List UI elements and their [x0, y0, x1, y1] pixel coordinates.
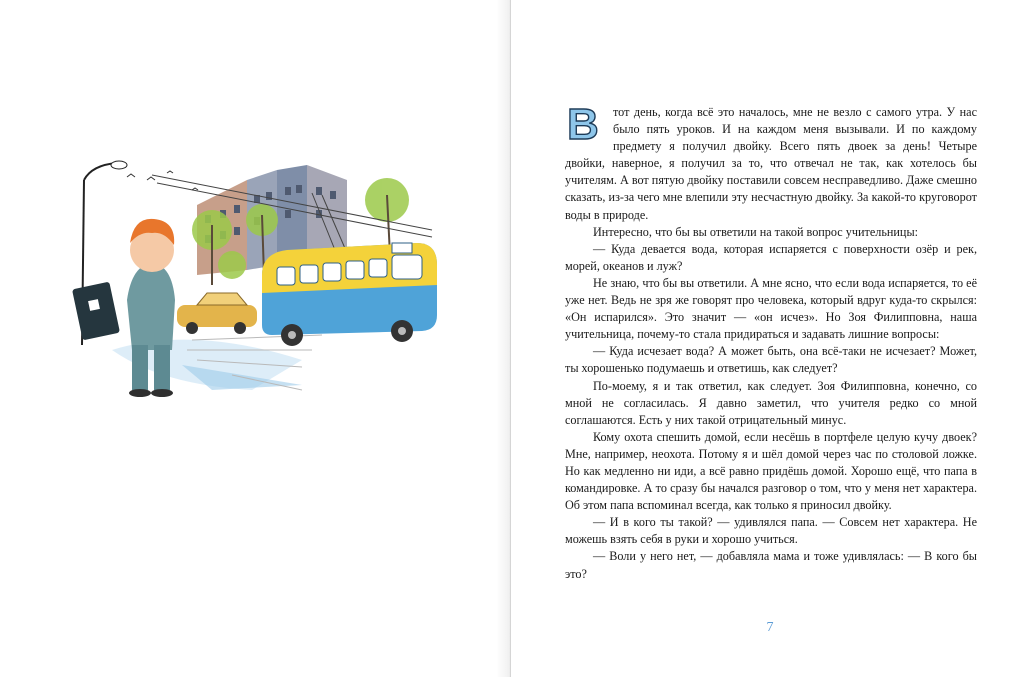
- paragraph-3: — Куда девается вода, которая испаряется с поверхности озёр и рек, морей, океанов и луж?: [565, 241, 977, 273]
- paragraph-4: Не знаю, что бы вы ответили. А мне ясно, что если вода испаряется, то её уже нет. Ведь не зря же говорят про человека, который вдруг куда-то скрылся: «Он испарился». Это значит — «он исчез». Но Зоя Филипповна, наша учительница, почему-то стала придираться и задавать лишние вопросы:: [565, 275, 977, 342]
- paragraph-2: Интересно, что бы вы ответили на такой вопрос учительницы:: [593, 224, 919, 239]
- paragraph-5: — Куда исчезает вода? А может быть, она всё-таки не исчезает? Может, ты хорошенько подумаешь и ответишь, как следует?: [565, 344, 977, 376]
- paragraph-9: — Воли у него нет, — добавляла мама и тоже удивлялась: — В кого бы это?: [565, 549, 977, 581]
- boy-and-trolleybus-illustration: [72, 135, 442, 400]
- paragraph-8: — И в кого ты такой? — удивлялся папа. — Совсем нет характера. Не можешь взять себя в руки и хорошо учиться.: [565, 515, 977, 547]
- left-page: [0, 0, 510, 677]
- story-text: [565, 104, 977, 583]
- paragraph-6: По-моему, я и так ответил, как следует. Зоя Филипповна, конечно, со мной не согласилась. Я давно заметил, что учителя редко со мной соглашаются. Есть у них такой отрицательный минус.: [565, 378, 977, 427]
- paragraph-1: [565, 104, 977, 224]
- paragraph-7: Кому охота спешить домой, если несёшь в портфеле целую кучу двоек? Мне, например, неохота. Потому я и шёл домой через час по столовой ложке. Но как медленно ни иди, а всё равно придёшь домой. Хорошо ещё, что папа в командировке. А то сразу бы начался разговор о том, что у меня нет характера. Об этом папа вспоминал всегда, как только я приносил двойку.: [565, 429, 977, 513]
- dropcap-letter-v: [565, 105, 607, 145]
- page-number: 7: [766, 620, 774, 635]
- dropcap-glyph: В: [567, 105, 599, 145]
- boy-figure: [72, 219, 175, 397]
- paragraph-1-text: тот день, когда всё это началось, мне не везло с самого утра. У нас было пять уроков. И на каждом меня вызывали. И по каждому предмету я получил двойку. Всего пять двоек за день! Четыре двойки, наверное, я получил за то, что отвечал не так, как хотелось бы учителям. А вот пятую двойку поставили совсем несправедливо. Даже смешно сказать, из-за чего мне влепили эту несчастную двойку. За какой-то круговорот воды в природе.: [565, 105, 978, 222]
